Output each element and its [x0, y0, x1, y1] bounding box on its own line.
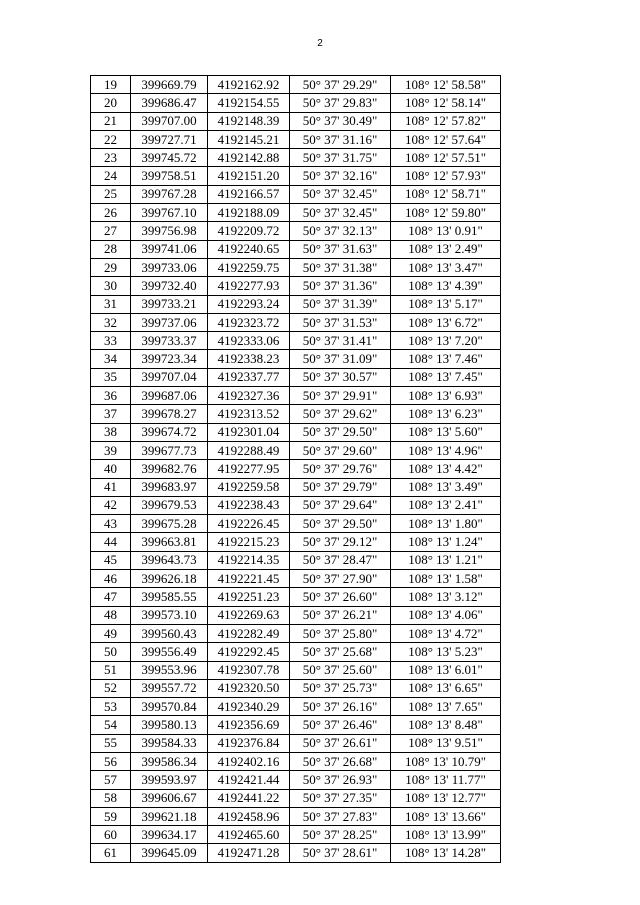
- y-coordinate-cell: 4192293.24: [208, 295, 290, 313]
- table-row: [91, 76, 501, 94]
- table-row: [91, 295, 501, 313]
- table-row: [91, 313, 501, 331]
- longitude-cell: 108° 13' 4.42": [391, 460, 501, 478]
- y-coordinate-cell: 4192292.45: [208, 643, 290, 661]
- x-coordinate-cell: 399573.10: [131, 606, 208, 624]
- table-row: [91, 387, 501, 405]
- latitude-cell: 50° 37' 29.60": [290, 441, 391, 459]
- longitude-cell: 108° 13' 10.79": [391, 752, 501, 770]
- longitude-cell: 108° 12' 57.64": [391, 130, 501, 148]
- y-coordinate-cell: 4192356.69: [208, 716, 290, 734]
- point-number-cell: 32: [91, 313, 131, 331]
- x-coordinate-cell: 399560.43: [131, 624, 208, 642]
- latitude-cell: 50° 37' 30.57": [290, 368, 391, 386]
- longitude-cell: 108° 13' 3.47": [391, 258, 501, 276]
- x-coordinate-cell: 399553.96: [131, 661, 208, 679]
- latitude-cell: 50° 37' 31.53": [290, 313, 391, 331]
- x-coordinate-cell: 399674.72: [131, 423, 208, 441]
- x-coordinate-cell: 399634.17: [131, 826, 208, 844]
- x-coordinate-cell: 399643.73: [131, 551, 208, 569]
- point-number-cell: 38: [91, 423, 131, 441]
- table-row: [91, 698, 501, 716]
- y-coordinate-cell: 4192251.23: [208, 588, 290, 606]
- table-row: [91, 771, 501, 789]
- x-coordinate-cell: 399732.40: [131, 277, 208, 295]
- x-coordinate-cell: 399707.00: [131, 112, 208, 130]
- point-number-cell: 31: [91, 295, 131, 313]
- point-number-cell: 48: [91, 606, 131, 624]
- longitude-cell: 108° 13' 6.01": [391, 661, 501, 679]
- point-number-cell: 21: [91, 112, 131, 130]
- y-coordinate-cell: 4192421.44: [208, 771, 290, 789]
- point-number-cell: 36: [91, 387, 131, 405]
- y-coordinate-cell: 4192240.65: [208, 240, 290, 258]
- point-number-cell: 39: [91, 441, 131, 459]
- longitude-cell: 108° 12' 58.58": [391, 76, 501, 94]
- latitude-cell: 50° 37' 29.83": [290, 94, 391, 112]
- point-number-cell: 55: [91, 734, 131, 752]
- longitude-cell: 108° 13' 6.23": [391, 405, 501, 423]
- point-number-cell: 46: [91, 570, 131, 588]
- latitude-cell: 50° 37' 30.49": [290, 112, 391, 130]
- y-coordinate-cell: 4192338.23: [208, 350, 290, 368]
- longitude-cell: 108° 13' 9.51": [391, 734, 501, 752]
- x-coordinate-cell: 399707.04: [131, 368, 208, 386]
- longitude-cell: 108° 13' 8.48": [391, 716, 501, 734]
- point-number-cell: 22: [91, 130, 131, 148]
- x-coordinate-cell: 399686.47: [131, 94, 208, 112]
- y-coordinate-cell: 4192145.21: [208, 130, 290, 148]
- point-number-cell: 52: [91, 679, 131, 697]
- longitude-cell: 108° 13' 6.93": [391, 387, 501, 405]
- table-row: [91, 570, 501, 588]
- x-coordinate-cell: 399737.06: [131, 313, 208, 331]
- point-number-cell: 51: [91, 661, 131, 679]
- table-row: [91, 167, 501, 185]
- y-coordinate-cell: 4192259.58: [208, 478, 290, 496]
- longitude-cell: 108° 12' 58.71": [391, 185, 501, 203]
- y-coordinate-cell: 4192221.45: [208, 570, 290, 588]
- latitude-cell: 50° 37' 29.62": [290, 405, 391, 423]
- longitude-cell: 108° 13' 4.06": [391, 606, 501, 624]
- longitude-cell: 108° 13' 13.66": [391, 807, 501, 825]
- x-coordinate-cell: 399580.13: [131, 716, 208, 734]
- y-coordinate-cell: 4192277.93: [208, 277, 290, 295]
- table-row: [91, 716, 501, 734]
- point-number-cell: 54: [91, 716, 131, 734]
- table-row: [91, 222, 501, 240]
- table-row: [91, 624, 501, 642]
- longitude-cell: 108° 13' 5.60": [391, 423, 501, 441]
- table-row: [91, 606, 501, 624]
- latitude-cell: 50° 37' 29.79": [290, 478, 391, 496]
- longitude-cell: 108° 13' 3.12": [391, 588, 501, 606]
- x-coordinate-cell: 399677.73: [131, 441, 208, 459]
- table-row: [91, 588, 501, 606]
- y-coordinate-cell: 4192320.50: [208, 679, 290, 697]
- page-number: 2: [317, 38, 323, 49]
- latitude-cell: 50° 37' 32.13": [290, 222, 391, 240]
- latitude-cell: 50° 37' 31.39": [290, 295, 391, 313]
- x-coordinate-cell: 399557.72: [131, 679, 208, 697]
- latitude-cell: 50° 37' 27.35": [290, 789, 391, 807]
- table-row: [91, 533, 501, 551]
- y-coordinate-cell: 4192148.39: [208, 112, 290, 130]
- latitude-cell: 50° 37' 25.60": [290, 661, 391, 679]
- point-number-cell: 58: [91, 789, 131, 807]
- x-coordinate-cell: 399733.21: [131, 295, 208, 313]
- x-coordinate-cell: 399626.18: [131, 570, 208, 588]
- y-coordinate-cell: 4192215.23: [208, 533, 290, 551]
- latitude-cell: 50° 37' 26.16": [290, 698, 391, 716]
- y-coordinate-cell: 4192441.22: [208, 789, 290, 807]
- point-number-cell: 30: [91, 277, 131, 295]
- table-row: [91, 460, 501, 478]
- longitude-cell: 108° 13' 14.28": [391, 844, 501, 862]
- longitude-cell: 108° 13' 6.72": [391, 313, 501, 331]
- latitude-cell: 50° 37' 31.75": [290, 149, 391, 167]
- y-coordinate-cell: 4192288.49: [208, 441, 290, 459]
- y-coordinate-cell: 4192269.63: [208, 606, 290, 624]
- longitude-cell: 108° 13' 6.65": [391, 679, 501, 697]
- x-coordinate-cell: 399733.06: [131, 258, 208, 276]
- point-number-cell: 43: [91, 515, 131, 533]
- x-coordinate-cell: 399741.06: [131, 240, 208, 258]
- latitude-cell: 50° 37' 26.21": [290, 606, 391, 624]
- y-coordinate-cell: 4192376.84: [208, 734, 290, 752]
- table-row: [91, 130, 501, 148]
- latitude-cell: 50° 37' 25.68": [290, 643, 391, 661]
- latitude-cell: 50° 37' 32.16": [290, 167, 391, 185]
- point-number-cell: 45: [91, 551, 131, 569]
- latitude-cell: 50° 37' 29.12": [290, 533, 391, 551]
- x-coordinate-cell: 399669.79: [131, 76, 208, 94]
- latitude-cell: 50° 37' 31.09": [290, 350, 391, 368]
- table-row: [91, 661, 501, 679]
- latitude-cell: 50° 37' 26.93": [290, 771, 391, 789]
- table-row: [91, 826, 501, 844]
- latitude-cell: 50° 37' 31.16": [290, 130, 391, 148]
- y-coordinate-cell: 4192465.60: [208, 826, 290, 844]
- longitude-cell: 108° 13' 1.21": [391, 551, 501, 569]
- y-coordinate-cell: 4192471.28: [208, 844, 290, 862]
- longitude-cell: 108° 13' 11.77": [391, 771, 501, 789]
- x-coordinate-cell: 399586.34: [131, 752, 208, 770]
- x-coordinate-cell: 399767.28: [131, 185, 208, 203]
- x-coordinate-cell: 399675.28: [131, 515, 208, 533]
- point-number-cell: 61: [91, 844, 131, 862]
- y-coordinate-cell: 4192301.04: [208, 423, 290, 441]
- table-row: [91, 277, 501, 295]
- point-number-cell: 42: [91, 496, 131, 514]
- latitude-cell: 50° 37' 26.68": [290, 752, 391, 770]
- latitude-cell: 50° 37' 28.47": [290, 551, 391, 569]
- y-coordinate-cell: 4192458.96: [208, 807, 290, 825]
- longitude-cell: 108° 12' 57.93": [391, 167, 501, 185]
- y-coordinate-cell: 4192166.57: [208, 185, 290, 203]
- longitude-cell: 108° 13' 13.99": [391, 826, 501, 844]
- latitude-cell: 50° 37' 26.46": [290, 716, 391, 734]
- x-coordinate-cell: 399584.33: [131, 734, 208, 752]
- x-coordinate-cell: 399679.53: [131, 496, 208, 514]
- latitude-cell: 50° 37' 26.60": [290, 588, 391, 606]
- y-coordinate-cell: 4192162.92: [208, 76, 290, 94]
- point-number-cell: 33: [91, 332, 131, 350]
- x-coordinate-cell: 399645.09: [131, 844, 208, 862]
- longitude-cell: 108° 13' 7.20": [391, 332, 501, 350]
- x-coordinate-cell: 399767.10: [131, 204, 208, 222]
- point-number-cell: 23: [91, 149, 131, 167]
- table-row: [91, 185, 501, 203]
- table-row: [91, 789, 501, 807]
- y-coordinate-cell: 4192238.43: [208, 496, 290, 514]
- coordinates-table: [90, 75, 501, 863]
- y-coordinate-cell: 4192188.09: [208, 204, 290, 222]
- longitude-cell: 108° 13' 1.58": [391, 570, 501, 588]
- latitude-cell: 50° 37' 32.45": [290, 204, 391, 222]
- table-row: [91, 405, 501, 423]
- longitude-cell: 108° 12' 57.51": [391, 149, 501, 167]
- y-coordinate-cell: 4192307.78: [208, 661, 290, 679]
- y-coordinate-cell: 4192333.06: [208, 332, 290, 350]
- y-coordinate-cell: 4192277.95: [208, 460, 290, 478]
- x-coordinate-cell: 399727.71: [131, 130, 208, 148]
- latitude-cell: 50° 37' 28.25": [290, 826, 391, 844]
- point-number-cell: 28: [91, 240, 131, 258]
- x-coordinate-cell: 399723.34: [131, 350, 208, 368]
- longitude-cell: 108° 13' 4.96": [391, 441, 501, 459]
- latitude-cell: 50° 37' 29.76": [290, 460, 391, 478]
- x-coordinate-cell: 399593.97: [131, 771, 208, 789]
- latitude-cell: 50° 37' 29.91": [290, 387, 391, 405]
- table-row: [91, 204, 501, 222]
- point-number-cell: 25: [91, 185, 131, 203]
- x-coordinate-cell: 399678.27: [131, 405, 208, 423]
- x-coordinate-cell: 399682.76: [131, 460, 208, 478]
- longitude-cell: 108° 13' 1.24": [391, 533, 501, 551]
- table-row: [91, 368, 501, 386]
- x-coordinate-cell: 399606.67: [131, 789, 208, 807]
- latitude-cell: 50° 37' 26.61": [290, 734, 391, 752]
- x-coordinate-cell: 399733.37: [131, 332, 208, 350]
- y-coordinate-cell: 4192402.16: [208, 752, 290, 770]
- table-row: [91, 94, 501, 112]
- y-coordinate-cell: 4192259.75: [208, 258, 290, 276]
- point-number-cell: 60: [91, 826, 131, 844]
- x-coordinate-cell: 399621.18: [131, 807, 208, 825]
- latitude-cell: 50° 37' 29.29": [290, 76, 391, 94]
- y-coordinate-cell: 4192151.20: [208, 167, 290, 185]
- longitude-cell: 108° 13' 5.23": [391, 643, 501, 661]
- table-row: [91, 551, 501, 569]
- table-row: [91, 515, 501, 533]
- latitude-cell: 50° 37' 29.50": [290, 515, 391, 533]
- latitude-cell: 50° 37' 31.41": [290, 332, 391, 350]
- x-coordinate-cell: 399758.51: [131, 167, 208, 185]
- point-number-cell: 19: [91, 76, 131, 94]
- longitude-cell: 108° 13' 7.46": [391, 350, 501, 368]
- point-number-cell: 41: [91, 478, 131, 496]
- table-row: [91, 350, 501, 368]
- latitude-cell: 50° 37' 32.45": [290, 185, 391, 203]
- x-coordinate-cell: 399663.81: [131, 533, 208, 551]
- longitude-cell: 108° 12' 59.80": [391, 204, 501, 222]
- y-coordinate-cell: 4192313.52: [208, 405, 290, 423]
- point-number-cell: 47: [91, 588, 131, 606]
- latitude-cell: 50° 37' 25.80": [290, 624, 391, 642]
- y-coordinate-cell: 4192340.29: [208, 698, 290, 716]
- latitude-cell: 50° 37' 27.90": [290, 570, 391, 588]
- point-number-cell: 34: [91, 350, 131, 368]
- table-row: [91, 112, 501, 130]
- table-row: [91, 258, 501, 276]
- table-row: [91, 332, 501, 350]
- point-number-cell: 37: [91, 405, 131, 423]
- longitude-cell: 108° 13' 7.65": [391, 698, 501, 716]
- longitude-cell: 108° 13' 4.39": [391, 277, 501, 295]
- latitude-cell: 50° 37' 29.50": [290, 423, 391, 441]
- coordinates-table-body: [91, 76, 501, 863]
- table-row: [91, 496, 501, 514]
- longitude-cell: 108° 12' 58.14": [391, 94, 501, 112]
- point-number-cell: 56: [91, 752, 131, 770]
- longitude-cell: 108° 12' 57.82": [391, 112, 501, 130]
- y-coordinate-cell: 4192214.35: [208, 551, 290, 569]
- point-number-cell: 44: [91, 533, 131, 551]
- table-row: [91, 240, 501, 258]
- x-coordinate-cell: 399556.49: [131, 643, 208, 661]
- x-coordinate-cell: 399756.98: [131, 222, 208, 240]
- latitude-cell: 50° 37' 31.36": [290, 277, 391, 295]
- point-number-cell: 50: [91, 643, 131, 661]
- y-coordinate-cell: 4192337.77: [208, 368, 290, 386]
- point-number-cell: 49: [91, 624, 131, 642]
- x-coordinate-cell: 399687.06: [131, 387, 208, 405]
- point-number-cell: 57: [91, 771, 131, 789]
- y-coordinate-cell: 4192226.45: [208, 515, 290, 533]
- y-coordinate-cell: 4192282.49: [208, 624, 290, 642]
- point-number-cell: 29: [91, 258, 131, 276]
- longitude-cell: 108° 13' 12.77": [391, 789, 501, 807]
- x-coordinate-cell: 399683.97: [131, 478, 208, 496]
- latitude-cell: 50° 37' 31.63": [290, 240, 391, 258]
- table-row: [91, 423, 501, 441]
- table-row: [91, 441, 501, 459]
- table-row: [91, 844, 501, 862]
- latitude-cell: 50° 37' 25.73": [290, 679, 391, 697]
- point-number-cell: 53: [91, 698, 131, 716]
- table-row: [91, 643, 501, 661]
- longitude-cell: 108° 13' 7.45": [391, 368, 501, 386]
- x-coordinate-cell: 399745.72: [131, 149, 208, 167]
- point-number-cell: 27: [91, 222, 131, 240]
- longitude-cell: 108° 13' 0.91": [391, 222, 501, 240]
- latitude-cell: 50° 37' 29.64": [290, 496, 391, 514]
- y-coordinate-cell: 4192323.72: [208, 313, 290, 331]
- longitude-cell: 108° 13' 2.49": [391, 240, 501, 258]
- longitude-cell: 108° 13' 5.17": [391, 295, 501, 313]
- latitude-cell: 50° 37' 31.38": [290, 258, 391, 276]
- x-coordinate-cell: 399570.84: [131, 698, 208, 716]
- y-coordinate-cell: 4192327.36: [208, 387, 290, 405]
- table-row: [91, 478, 501, 496]
- point-number-cell: 20: [91, 94, 131, 112]
- latitude-cell: 50° 37' 28.61": [290, 844, 391, 862]
- x-coordinate-cell: 399585.55: [131, 588, 208, 606]
- longitude-cell: 108° 13' 4.72": [391, 624, 501, 642]
- table-row: [91, 752, 501, 770]
- point-number-cell: 26: [91, 204, 131, 222]
- point-number-cell: 40: [91, 460, 131, 478]
- point-number-cell: 59: [91, 807, 131, 825]
- table-row: [91, 734, 501, 752]
- y-coordinate-cell: 4192142.88: [208, 149, 290, 167]
- latitude-cell: 50° 37' 27.83": [290, 807, 391, 825]
- longitude-cell: 108° 13' 3.49": [391, 478, 501, 496]
- y-coordinate-cell: 4192154.55: [208, 94, 290, 112]
- longitude-cell: 108° 13' 2.41": [391, 496, 501, 514]
- y-coordinate-cell: 4192209.72: [208, 222, 290, 240]
- longitude-cell: 108° 13' 1.80": [391, 515, 501, 533]
- table-row: [91, 149, 501, 167]
- point-number-cell: 24: [91, 167, 131, 185]
- point-number-cell: 35: [91, 368, 131, 386]
- table-row: [91, 679, 501, 697]
- table-row: [91, 807, 501, 825]
